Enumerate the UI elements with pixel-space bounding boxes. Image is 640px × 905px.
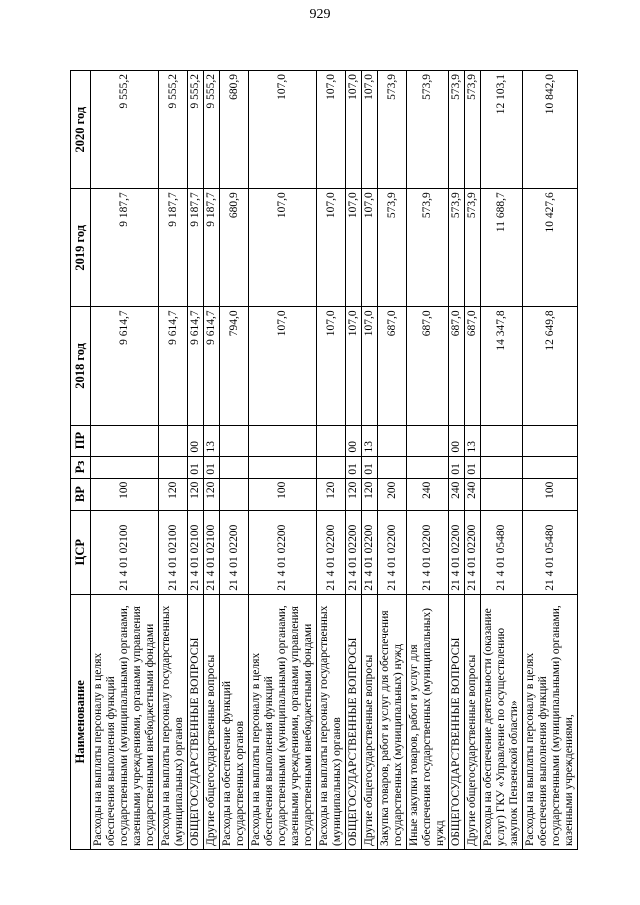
cell-2020: 107,0 (249, 71, 317, 189)
cell-name: Расходы на выплаты персоналу государственных (муниципальных) органов (159, 594, 188, 849)
table-body (91, 71, 578, 850)
cell-2018: 107,0 (317, 307, 346, 425)
cell-pr: 13 (465, 425, 481, 456)
cell-vr: 100 (523, 478, 578, 510)
cell-name: Расходы на обеспечение деятельности (оказание услуг) ГКУ «Управление по осуществлению закупок Пензенской области» (481, 594, 523, 849)
cell-csr: 21 4 01 02200 (220, 510, 249, 594)
cell-csr: 21 4 01 02200 (362, 510, 378, 594)
cell-pr (407, 425, 449, 456)
cell-2020: 12 103,1 (481, 71, 523, 189)
table-row (378, 71, 407, 850)
cell-rz (378, 456, 407, 478)
cell-2020: 9 555,2 (204, 71, 220, 189)
cell-pr: 13 (204, 425, 220, 456)
cell-pr: 00 (346, 425, 362, 456)
cell-pr: 00 (449, 425, 465, 456)
col-header-pr: ПР (71, 425, 91, 456)
cell-name: ОБЩЕГОСУДАРСТВЕННЫЕ ВОПРОСЫ (188, 594, 204, 849)
cell-csr: 21 4 01 05480 (481, 510, 523, 594)
cell-2019: 107,0 (346, 189, 362, 307)
cell-vr: 240 (465, 478, 481, 510)
cell-name: ОБЩЕГОСУДАРСТВЕННЫЕ ВОПРОСЫ (449, 594, 465, 849)
cell-csr: 21 4 01 02200 (407, 510, 449, 594)
cell-vr: 240 (407, 478, 449, 510)
cell-name: Иные закупки товаров, работ и услуг для обеспечения государственных (муниципальных) нужд (407, 594, 449, 849)
cell-rz: 01 (362, 456, 378, 478)
col-header-rz: Рз (71, 456, 91, 478)
cell-2020: 573,9 (378, 71, 407, 189)
cell-2018: 9 614,7 (188, 307, 204, 425)
cell-name: Расходы на выплаты персоналу в целях обеспечения выполнения функций государственными (муниципальными) органами, казенными учреждениями, (523, 594, 578, 849)
cell-vr: 120 (204, 478, 220, 510)
cell-2018: 687,0 (378, 307, 407, 425)
table-row (188, 71, 204, 850)
cell-2018: 12 649,8 (523, 307, 578, 425)
table-row (523, 71, 578, 850)
cell-2019: 107,0 (317, 189, 346, 307)
cell-csr: 21 4 01 02100 (204, 510, 220, 594)
cell-2019: 680,9 (220, 189, 249, 307)
cell-2020: 9 555,2 (188, 71, 204, 189)
col-header-vr: ВР (71, 478, 91, 510)
cell-csr: 21 4 01 02100 (159, 510, 188, 594)
rotated-table-wrapper (70, 70, 575, 850)
cell-rz (317, 456, 346, 478)
cell-vr: 240 (449, 478, 465, 510)
cell-name: Расходы на выплаты персоналу государственных (муниципальных) органов (317, 594, 346, 849)
col-header-2018: 2018 год (71, 307, 91, 425)
cell-name: Расходы на выплаты персоналу в целях обеспечения выполнения функций государственными (муниципальными) органами, казенными учреждениями, органами управления государственными внебюджетными фондами (249, 594, 317, 849)
cell-2018: 794,0 (220, 307, 249, 425)
cell-2019: 573,9 (465, 189, 481, 307)
cell-2020: 573,9 (465, 71, 481, 189)
cell-rz: 01 (204, 456, 220, 478)
cell-csr: 21 4 01 02200 (317, 510, 346, 594)
cell-vr: 100 (249, 478, 317, 510)
cell-2020: 10 842,0 (523, 71, 578, 189)
cell-vr: 120 (159, 478, 188, 510)
cell-csr: 21 4 01 02200 (249, 510, 317, 594)
cell-rz (407, 456, 449, 478)
cell-pr (159, 425, 188, 456)
cell-name: ОБЩЕГОСУДАРСТВЕННЫЕ ВОПРОСЫ (346, 594, 362, 849)
table-row (317, 71, 346, 850)
cell-2020: 573,9 (407, 71, 449, 189)
cell-vr: 120 (188, 478, 204, 510)
table-row (407, 71, 449, 850)
cell-csr: 21 4 01 02200 (465, 510, 481, 594)
cell-2019: 573,9 (449, 189, 465, 307)
cell-name: Расходы на выплаты персоналу в целях обеспечения выполнения функций государственными (муниципальными) органами, казенными учреждениями, органами управления государственными внебюджетными фондами (91, 594, 159, 849)
cell-2019: 107,0 (362, 189, 378, 307)
table-header-row (71, 71, 91, 850)
cell-rz (220, 456, 249, 478)
cell-2019: 9 187,7 (204, 189, 220, 307)
cell-name: Другие общегосударственные вопросы (465, 594, 481, 849)
cell-2018: 9 614,7 (159, 307, 188, 425)
col-header-2019: 2019 год (71, 189, 91, 307)
page-number: 929 (309, 7, 331, 22)
budget-table (70, 70, 578, 850)
cell-2019: 11 688,7 (481, 189, 523, 307)
table-row (346, 71, 362, 850)
cell-pr (91, 425, 159, 456)
cell-2020: 680,9 (220, 71, 249, 189)
cell-name: Расходы на обеспечение функций государственных органов (220, 594, 249, 849)
table-row (249, 71, 317, 850)
cell-rz: 01 (465, 456, 481, 478)
cell-csr: 21 4 01 02200 (378, 510, 407, 594)
cell-vr: 100 (91, 478, 159, 510)
cell-2018: 687,0 (407, 307, 449, 425)
cell-2019: 9 187,7 (188, 189, 204, 307)
cell-pr: 13 (362, 425, 378, 456)
cell-csr: 21 4 01 05480 (523, 510, 578, 594)
cell-2020: 573,9 (449, 71, 465, 189)
cell-2020: 107,0 (346, 71, 362, 189)
cell-vr (220, 478, 249, 510)
cell-2018: 107,0 (346, 307, 362, 425)
cell-2018: 107,0 (362, 307, 378, 425)
table-row (362, 71, 378, 850)
cell-name: Закупка товаров, работ и услуг для обеспечения государственных (муниципальных) нужд (378, 594, 407, 849)
cell-pr: 00 (188, 425, 204, 456)
cell-name: Другие общегосударственные вопросы (362, 594, 378, 849)
table-row (91, 71, 159, 850)
cell-name: Другие общегосударственные вопросы (204, 594, 220, 849)
cell-csr: 21 4 01 02200 (449, 510, 465, 594)
table-row (465, 71, 481, 850)
cell-pr (523, 425, 578, 456)
table-row (204, 71, 220, 850)
cell-2019: 573,9 (407, 189, 449, 307)
cell-2018: 687,0 (465, 307, 481, 425)
cell-csr: 21 4 01 02200 (346, 510, 362, 594)
cell-rz (523, 456, 578, 478)
cell-pr (220, 425, 249, 456)
col-header-csr: ЦСР (71, 510, 91, 594)
cell-rz (91, 456, 159, 478)
cell-2020: 107,0 (317, 71, 346, 189)
cell-rz (159, 456, 188, 478)
cell-2019: 573,9 (378, 189, 407, 307)
col-header-name: Наименование (71, 594, 91, 849)
cell-2020: 9 555,2 (91, 71, 159, 189)
cell-pr (249, 425, 317, 456)
cell-pr (481, 425, 523, 456)
cell-2019: 9 187,7 (159, 189, 188, 307)
cell-2018: 9 614,7 (204, 307, 220, 425)
table-row (220, 71, 249, 850)
cell-csr: 21 4 01 02100 (91, 510, 159, 594)
cell-2018: 9 614,7 (91, 307, 159, 425)
cell-csr: 21 4 01 02100 (188, 510, 204, 594)
cell-rz: 01 (449, 456, 465, 478)
cell-2020: 9 555,2 (159, 71, 188, 189)
cell-rz (481, 456, 523, 478)
cell-vr: 200 (378, 478, 407, 510)
table-row (481, 71, 523, 850)
cell-2018: 14 347,8 (481, 307, 523, 425)
cell-pr (317, 425, 346, 456)
cell-2018: 107,0 (249, 307, 317, 425)
cell-vr: 120 (362, 478, 378, 510)
cell-2019: 107,0 (249, 189, 317, 307)
cell-pr (378, 425, 407, 456)
cell-vr: 120 (346, 478, 362, 510)
col-header-2020: 2020 год (71, 71, 91, 189)
cell-rz: 01 (346, 456, 362, 478)
cell-2019: 10 427,6 (523, 189, 578, 307)
cell-vr: 120 (317, 478, 346, 510)
cell-rz: 01 (188, 456, 204, 478)
cell-rz (249, 456, 317, 478)
cell-2019: 9 187,7 (91, 189, 159, 307)
table-row (159, 71, 188, 850)
cell-vr (481, 478, 523, 510)
table-row (449, 71, 465, 850)
cell-2020: 107,0 (362, 71, 378, 189)
cell-2018: 687,0 (449, 307, 465, 425)
